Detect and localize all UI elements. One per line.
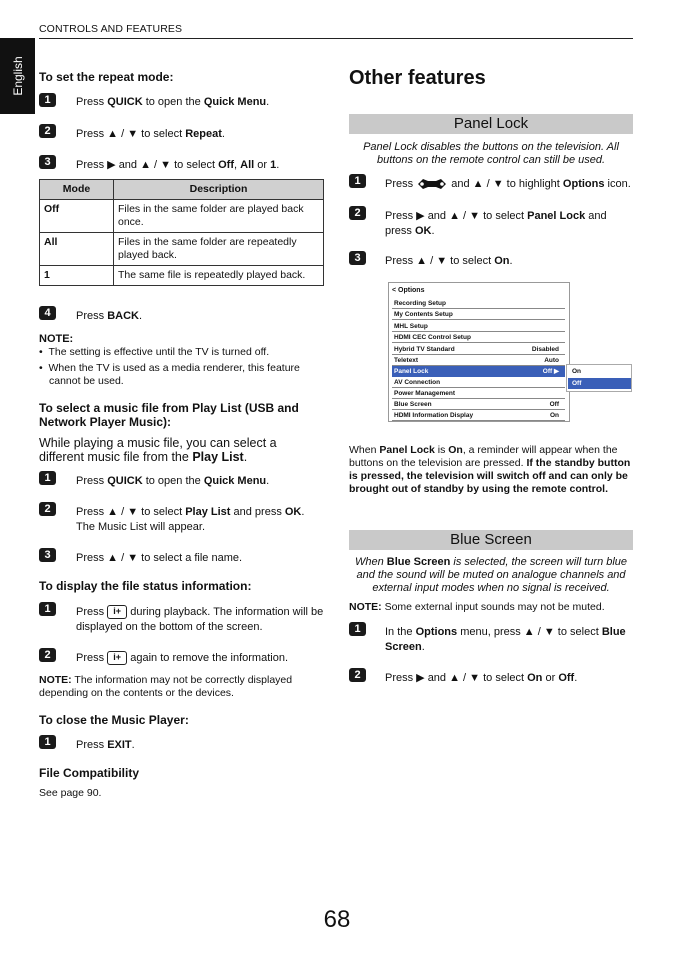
music-step-1: Press QUICK to open the Quick Menu. (76, 475, 270, 487)
language-tab (0, 38, 35, 114)
panel-step-2: Press ▶ and ▲ / ▼ to select Panel Lock and press OK. (385, 210, 607, 237)
menu-row: My Contents Setup (392, 309, 565, 320)
menu-row: Recording Setup (392, 298, 565, 309)
table-cell-desc: The same file is repeatedly played back. (114, 266, 324, 286)
running-header: CONTROLS AND FEATURES (39, 23, 183, 35)
panel-step-1: Press and ▲ / ▼ to highlight Options icon. (385, 178, 631, 190)
table-cell-desc: Files in the same folder are repeatedly played back. (114, 233, 324, 266)
repeat-step-1: Press QUICK to open the Quick Menu. (76, 96, 270, 108)
panel-lock-intro: Panel Lock disables the buttons on the television. All buttons on the remote control can still be used. (363, 141, 619, 166)
step-number: 2 (349, 668, 366, 682)
blue-screen-note: NOTE: Some external input sounds may not be muted. (349, 601, 605, 613)
music-step-3: Press ▲ / ▼ to select a file name. (76, 552, 243, 564)
repeat-step-4: Press BACK. (76, 310, 143, 322)
status-step-2: Press i+ again to remove the information. (76, 652, 288, 664)
table-cell-desc: Files in the same folder are played back once. (114, 200, 324, 233)
step-number: 1 (349, 622, 366, 636)
page-number: 68 (323, 906, 351, 933)
menu-row: Blue Screen Off (392, 399, 565, 410)
page-title: Other features (349, 67, 486, 89)
note-item: • The setting is effective until the TV is turned off. (39, 346, 270, 358)
panel-lock-submenu (566, 364, 632, 392)
step-number: 2 (39, 648, 56, 662)
step-number: 2 (39, 502, 56, 516)
compat-text: See page 90. (39, 787, 102, 799)
status-note: NOTE: The information may not be correctly displayed depending on the contents or the devices. (39, 674, 293, 699)
header-rule (39, 38, 633, 39)
menu-row: HDMI CEC Control Setup (392, 332, 565, 343)
note-item: • When the TV is used as a media renderer, this feature cannot be used. (39, 362, 300, 387)
panel-step-3: Press ▲ / ▼ to select On. (385, 255, 513, 267)
music-heading: To select a music file from Play List (USB and Network Player Music): (39, 401, 299, 429)
menu-row: Hybrid TV Standard Disabled (392, 344, 565, 355)
panel-lock-bar: Panel Lock (349, 114, 633, 134)
step-number: 1 (39, 735, 56, 749)
step-number: 3 (349, 251, 366, 265)
repeat-step-2: Press ▲ / ▼ to select Repeat. (76, 128, 225, 140)
menu-row: Teletext Auto (392, 355, 565, 366)
note-list (39, 346, 324, 388)
status-heading: To display the file status information: (39, 579, 252, 593)
step-number: 3 (39, 155, 56, 169)
panel-lock-description: When Panel Lock is On, a reminder will appear when the buttons on the television are pressed. If the standby button is pressed, the television will switch off and can only be brought out of standby by using the remote control. (349, 444, 631, 495)
info-plus-icon: i+ (107, 605, 127, 619)
submenu-option-selected: Off (568, 378, 631, 389)
menu-title: < Options (392, 287, 425, 294)
step-number: 1 (349, 174, 366, 188)
step-number: 4 (39, 306, 56, 320)
step-number: 2 (39, 124, 56, 138)
table-row (40, 266, 324, 286)
language-tab-label: English (10, 56, 25, 96)
options-menu-screenshot (388, 282, 570, 422)
menu-row: Power Management (392, 388, 565, 399)
step-number: 1 (39, 93, 56, 107)
step-number: 1 (39, 471, 56, 485)
blue-screen-intro: When Blue Screen is selected, the screen will turn blue and the sound will be muted on analogue channels and external input modes when no signal is received. (354, 556, 628, 594)
repeat-heading: To set the repeat mode: (39, 70, 174, 84)
repeat-mode-table (39, 179, 324, 286)
blue-step-1: In the Options menu, press ▲ / ▼ to select Blue Screen. (385, 626, 626, 653)
menu-row: MHL Setup (392, 321, 565, 332)
blue-screen-bar: Blue Screen (349, 530, 633, 550)
music-intro: While playing a music file, you can select a different music file from the Play List. (39, 436, 277, 464)
menu-row: HDMI Information Display On (392, 410, 565, 421)
step-number: 3 (39, 548, 56, 562)
table-cell-mode: Off (40, 200, 114, 233)
step-number: 1 (39, 602, 56, 616)
music-step-2: Press ▲ / ▼ to select Play List and press OK. The Music List will appear. (76, 506, 305, 533)
blue-step-2: Press ▶ and ▲ / ▼ to select On or Off. (385, 672, 578, 684)
table-header: Description (114, 180, 324, 200)
menu-row-selected: Panel Lock Off ▶ (392, 366, 565, 377)
info-plus-icon: i+ (107, 651, 127, 665)
status-step-1: Press i+ during playback. The information will be displayed on the bottom of the screen. (76, 606, 324, 633)
wrench-icon (416, 178, 448, 190)
table-row (40, 233, 324, 266)
table-header: Mode (40, 180, 114, 200)
menu-row: AV Connection (392, 377, 565, 388)
table-cell-mode: 1 (40, 266, 114, 286)
table-cell-mode: All (40, 233, 114, 266)
note-label: NOTE: (39, 333, 74, 345)
close-step-1: Press EXIT. (76, 739, 135, 751)
close-heading: To close the Music Player: (39, 713, 189, 727)
repeat-step-3: Press ▶ and ▲ / ▼ to select Off, All or 1. (76, 159, 280, 171)
submenu-option: On (572, 368, 582, 375)
step-number: 2 (349, 206, 366, 220)
compat-heading: File Compatibility (39, 766, 140, 780)
table-row (40, 200, 324, 233)
